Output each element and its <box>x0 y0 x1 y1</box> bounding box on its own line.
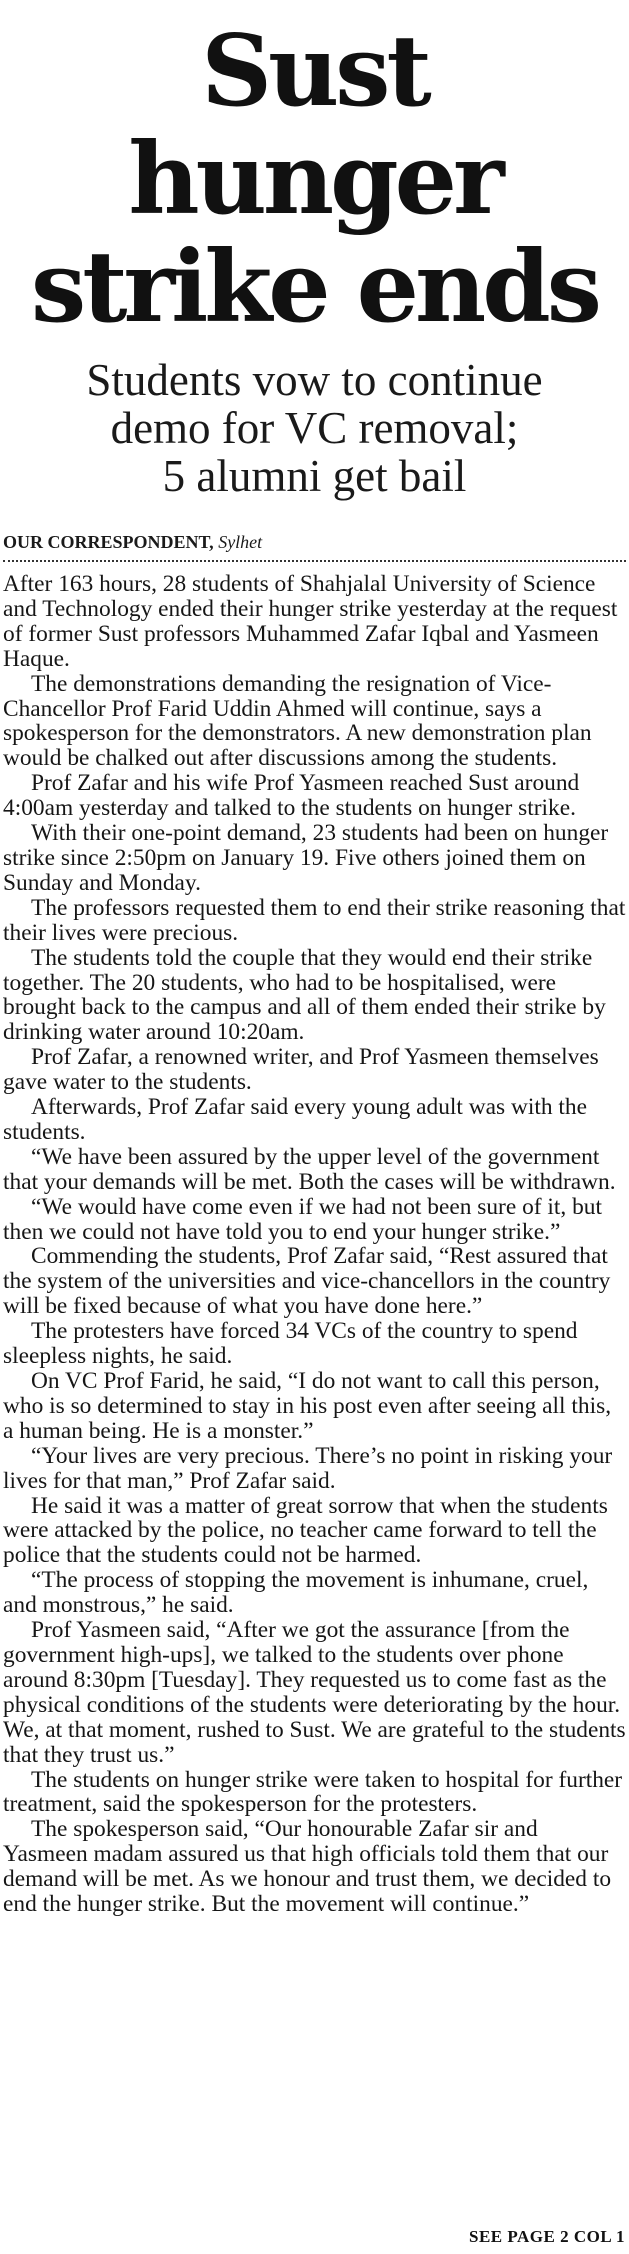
paragraph-17: Prof Yasmeen said, “After we got the assurance [from the government high-ups], we talked to the students over phone around 8:30pm [Tuesday]. They requested us to come fast as the physical conditions of the students were deteriorating by the hour. We, at that moment, rushed to Sust. We are grateful to the students that they trust us.” <box>3 1617 626 1768</box>
paragraph-9: “We have been assured by the upper level of the government that your demands will be met. Both the cases will be withdrawn. <box>3 1143 616 1195</box>
subheadline <box>3 356 626 500</box>
subheadline-line-1: Students vow to continue <box>86 355 543 405</box>
paragraph-16: “The process of stopping the movement is inhumane, cruel, and monstrous,” he said. <box>3 1567 589 1619</box>
paragraph-8: Afterwards, Prof Zafar said every young adult was with the students. <box>3 1094 588 1145</box>
paragraph-10: “We would have come even if we had not been sure of it, but then we could not have told you to end your hunger strike.” <box>3 1193 602 1245</box>
paragraph-5: The professors requested them to end their strike reasoning that their lives were precious. <box>3 894 626 946</box>
paragraph-19: The spokesperson said, “Our honourable Zafar sir and Yasmeen madam assured us that high officials told them that our demand will be met. As we honour and trust them, we decided to end the hunger strike. But the movement will continue.” <box>3 1816 612 1918</box>
byline-author: OUR CORRESPONDENT, <box>3 532 214 552</box>
subheadline-line-2: demo for VC removal; <box>110 403 519 453</box>
paragraph-6: The students told the couple that they would end their strike together. The 20 students, who had to be hospitalised, were brought back to the campus and all of them ended their strike by drinking water around 10:20am. <box>3 944 606 1046</box>
paragraph-4: With their one-point demand, 23 students had been on hunger strike since 2:50pm on January 19. Five others joined them on Sunday and Monday. <box>3 820 609 896</box>
paragraph-11: Commending the students, Prof Zafar said, “Rest assured that the system of the universities and vice-chancellors in the country will be fixed because of what you have done here.” <box>3 1243 611 1320</box>
paragraph-13: On VC Prof Farid, he said, “I do not want to call this person, who is so determined to stay in his post even after seeing all this, a human being. He is a monster.” <box>3 1368 612 1444</box>
headline-line-1: Sust hunger <box>128 14 501 237</box>
paragraph-2: The demonstrations demanding the resignation of Vice-Chancellor Prof Farid Uddin Ahmed will continue, says a spokesperson for the demonstrators. A new demonstration plan would be chalked out after discussions among the students. <box>3 670 592 772</box>
continued-on-page-note: SEE PAGE 2 COL 1 <box>469 2227 625 2246</box>
headline-line-2: strike ends <box>31 230 598 345</box>
byline-place: Sylhet <box>218 532 263 552</box>
paragraph-7: Prof Zafar, a renowned writer, and Prof Yasmeen themselves gave water to the students. <box>3 1044 599 1096</box>
paragraph-18: The students on hunger strike were taken to hospital for further treatment, said the spokesperson for the protesters. <box>3 1766 623 1818</box>
article-body <box>3 572 626 1917</box>
paragraph-14: “Your lives are very precious. There’s no point in risking your lives for that man,” Prof Zafar said. <box>3 1442 613 1494</box>
subheadline-line-3: 5 alumni get bail <box>162 451 467 501</box>
paragraph-12: The protesters have forced 34 VCs of the country to spend sleepless nights, he said. <box>3 1318 578 1370</box>
headline <box>3 0 626 345</box>
byline <box>3 530 626 554</box>
paragraph-3: Prof Zafar and his wife Prof Yasmeen reached Sust around 4:00am yesterday and talked to the students on hunger strike. <box>3 770 580 822</box>
paragraph-15: He said it was a matter of great sorrow that when the students were attacked by the police, no teacher came forward to tell the police that the students could not be harmed. <box>3 1492 608 1569</box>
paragraph-1: After 163 hours, 28 students of Shahjalal University of Science and Technology ended their hunger strike yesterday at the request of former Sust professors Muhammed Zafar Iqbal and Yasmeen Haque. <box>3 571 618 672</box>
dotted-divider <box>3 560 626 562</box>
